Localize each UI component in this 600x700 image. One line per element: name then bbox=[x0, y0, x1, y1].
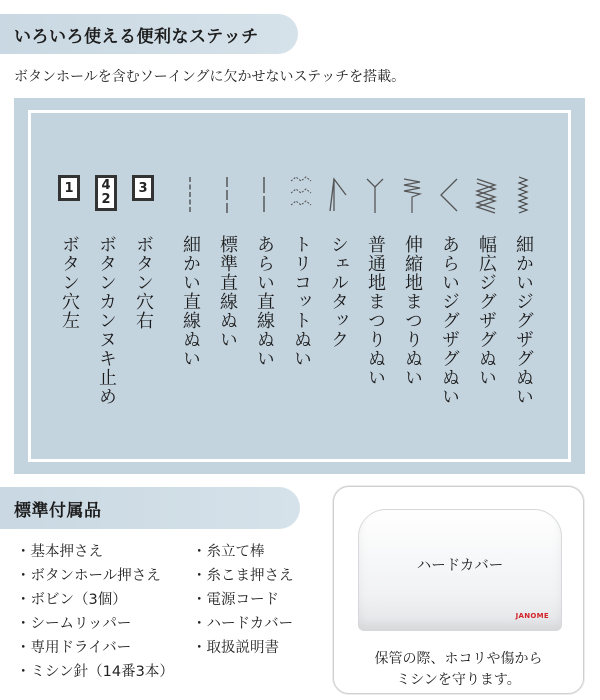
stitch-label: あらい直線ぬい bbox=[254, 235, 275, 368]
hard-cover-card bbox=[333, 486, 584, 694]
brand-logo: JANOME bbox=[515, 612, 549, 620]
section-banner-accessories bbox=[0, 487, 300, 529]
buttonhole-bartack-icon bbox=[95, 175, 117, 211]
stitch-label: ボタンカンヌキ止め bbox=[96, 235, 117, 406]
stitch-item bbox=[319, 175, 357, 349]
blind-hem-icon bbox=[363, 175, 387, 215]
buttonhole-code-top: 4 bbox=[101, 178, 111, 193]
hard-cover-label: ハードカバー bbox=[416, 558, 504, 574]
stitch-label: 普通地まつりぬい bbox=[365, 235, 386, 387]
section-banner-stitches bbox=[0, 14, 298, 54]
stitch-label: シェルタック bbox=[328, 235, 349, 349]
list-item: ・ハードカバー bbox=[192, 616, 294, 632]
stitch-label: 標準直線ぬい bbox=[217, 235, 238, 349]
list-item: ・ミシン針（14番3本） bbox=[16, 664, 174, 680]
stitch-item bbox=[171, 175, 209, 368]
list-item: ・電源コード bbox=[192, 592, 279, 608]
list-item: ・取扱説明書 bbox=[192, 640, 279, 656]
buttonhole-left-icon: 1 bbox=[58, 175, 80, 201]
wide-zigzag-icon bbox=[474, 175, 498, 215]
stitch-item bbox=[87, 175, 125, 406]
buttonhole-code-bottom: 2 bbox=[101, 192, 111, 207]
stitch-item bbox=[467, 175, 505, 387]
hard-cover-image bbox=[358, 509, 562, 631]
list-item: ・糸立て棒 bbox=[192, 544, 265, 560]
fine-straight-icon bbox=[187, 175, 193, 215]
buttonhole-right-icon: 3 bbox=[132, 175, 154, 201]
list-item: ・糸こま押さえ bbox=[192, 568, 294, 584]
tricot-icon bbox=[289, 175, 313, 215]
standard-straight-icon bbox=[224, 175, 230, 215]
long-straight-icon bbox=[261, 175, 267, 215]
stitch-label: 幅広ジグザグぬい bbox=[476, 235, 497, 387]
section-title-accessories: 標準付属品 bbox=[14, 501, 102, 521]
list-item: ・基本押さえ bbox=[16, 544, 103, 560]
stitch-item bbox=[393, 175, 431, 387]
caption-line: 保管の際、ホコリや傷から bbox=[374, 651, 543, 667]
stitch-item bbox=[282, 175, 320, 368]
list-item: ・シームリッパー bbox=[16, 616, 132, 632]
stitch-item bbox=[430, 175, 468, 406]
stitch-item bbox=[208, 175, 246, 349]
stitch-label: あらいジグザグぬい bbox=[439, 235, 460, 406]
shell-tuck-icon bbox=[326, 175, 350, 215]
stretch-blind-hem-icon bbox=[400, 175, 424, 215]
accessory-list-right bbox=[192, 540, 294, 660]
stitch-label: トリコットぬい bbox=[291, 235, 312, 368]
stitch-label: ボタン穴右 bbox=[133, 235, 154, 330]
list-item: ・ボビン（3個） bbox=[16, 592, 127, 608]
accessory-list-left bbox=[16, 540, 174, 684]
fine-zigzag-icon bbox=[516, 175, 530, 215]
stitch-label: ボタン穴左 bbox=[59, 235, 80, 330]
stitch-label: 伸縮地まつりぬい bbox=[402, 235, 423, 387]
list-item: ・専用ドライバー bbox=[16, 640, 132, 656]
stitch-item bbox=[504, 175, 542, 406]
stitch-label: 細かい直線ぬい bbox=[180, 235, 201, 368]
hard-cover-caption bbox=[334, 649, 583, 691]
stitch-item bbox=[50, 175, 88, 330]
rough-zigzag-icon bbox=[437, 175, 461, 215]
caption-line: ミシンを守ります。 bbox=[396, 672, 521, 688]
stitch-label: 細かいジグザグぬい bbox=[513, 235, 534, 406]
list-item: ・ボタンホール押さえ bbox=[16, 568, 161, 584]
stitch-item bbox=[356, 175, 394, 387]
section-title-stitches: いろいろ使える便利なステッチ bbox=[14, 27, 259, 47]
stitch-item bbox=[245, 175, 283, 368]
stitch-item bbox=[124, 175, 162, 330]
intro-text: ボタンホールを含むソーイングに欠かせないステッチを搭載。 bbox=[14, 69, 406, 85]
